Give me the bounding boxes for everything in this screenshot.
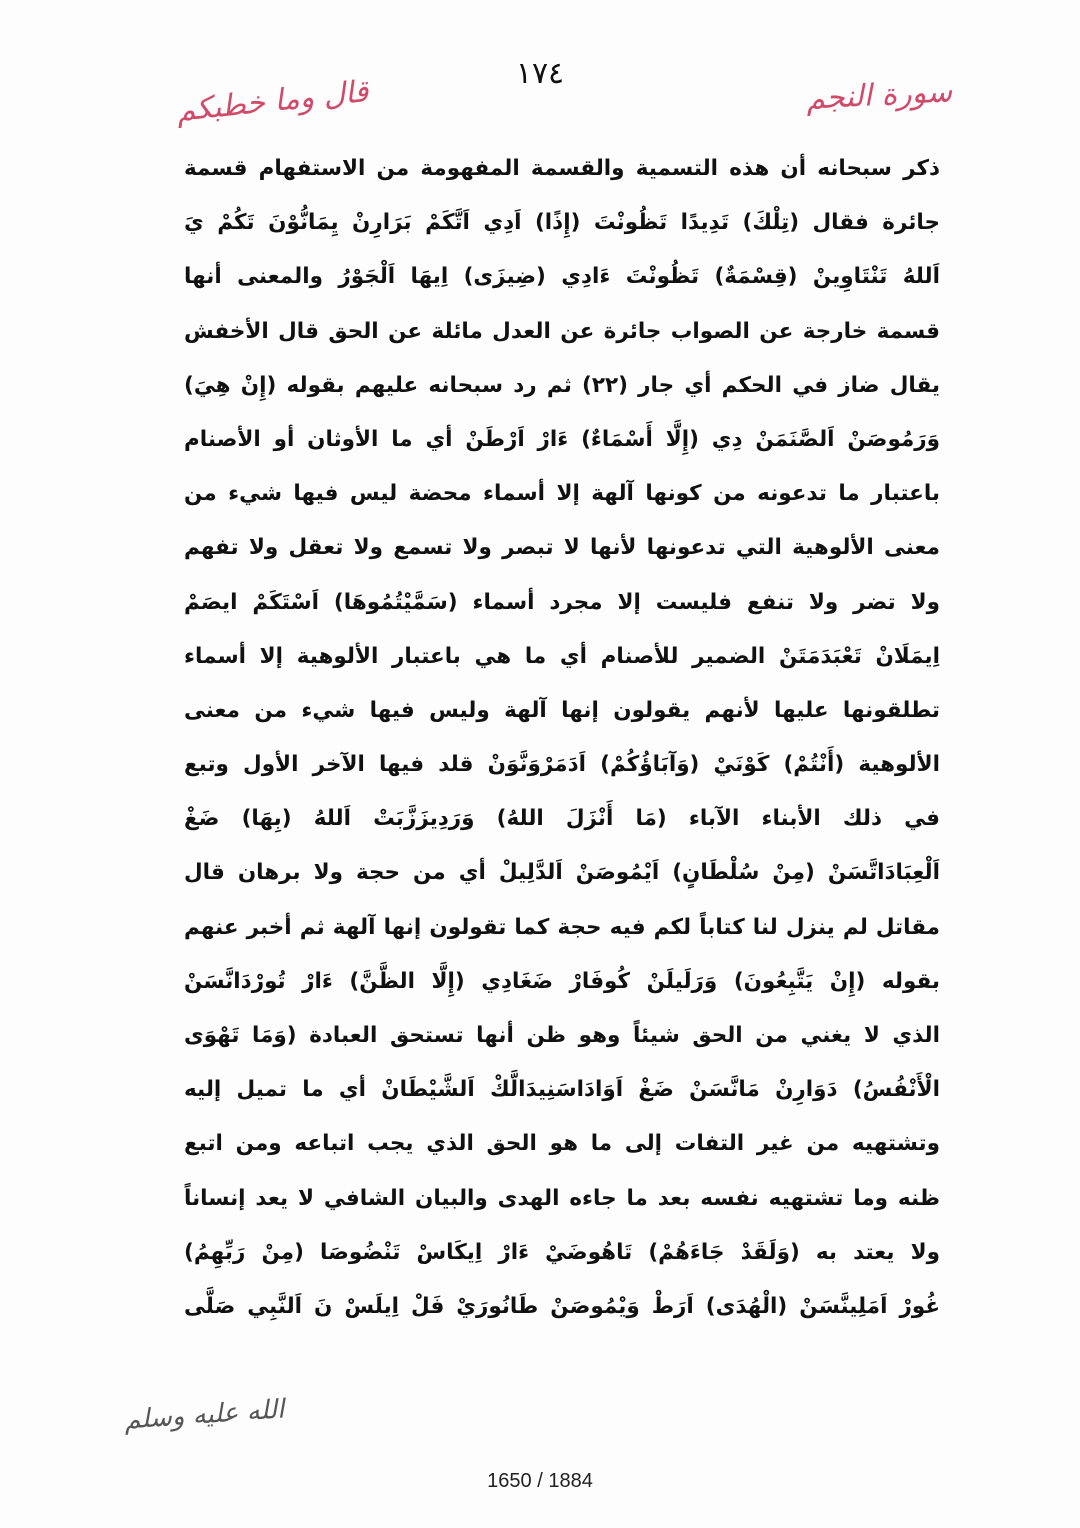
text-line: ولا يعتد به (وَلَقَدْ جَاءَهُمْ) تَاهُوضَيْ ءَارْ اِيكَاسْ تَنْضُوصَا (مِنْ رَبِّهِمُ)	[184, 1239, 940, 1265]
text-line: اِيمَلَانْ تَعْبَدَمَتَنْ الضمير للأصنام أي ما هي باعتبار الألوهية إلا أسماء	[184, 643, 940, 669]
text-line: وَرَمُوصَنْ اَلصَّنَمَنْ دِي (إِلَّا أَسْمَاءٌ) ءَارْ اَرْطَنْ أي ما الأوثان أو الأصنام	[184, 426, 940, 452]
text-line: باعتبار ما تدعونه من كونها آلهة إلا أسماء محضة ليس فيها شيء من	[184, 481, 940, 507]
text-line: ولا تضر ولا تنفع فليست إلا مجرد أسماء (سَمَّيْتُمُوهَا) اَسْتَكَمْ ايصَمْ	[184, 589, 940, 615]
handwritten-verse-note: قال وما خطبكم	[174, 74, 371, 129]
text-line: جائرة فقال (تِلْكَ) تَدِيدًا تَظُونْتَ (إِذًا) اَدِي اَتَّكَمْ بَرَارِنْ يِمَانُّوْنَ تَكُمْ يَ	[184, 210, 940, 236]
text-line: وتشتهيه من غير التفات إلى ما هو الحق الذي يجب اتباعه ومن اتبع	[184, 1131, 940, 1157]
text-line: ظنه وما تشتهيه نفسه بعد ما جاءه الهدى والبيان الشافي لا يعد إنساناً	[184, 1185, 940, 1211]
text-line: اَللهُ تَنْتَاوِينْ (قِسْمَةٌ) تَظُونْتَ ءَادِي (ضِيزَى) اِيهَا اَلْجَوْرُ والمعنى أنها	[184, 264, 940, 290]
text-line: في ذلك الأبناء الآباء (مَا أَنْزَلَ اللهُ) وَرَدِيزَزَّبَتْ اَللهُ (بِهَا) ضَغْ	[184, 806, 940, 832]
text-line: مقاتل لم ينزل لنا كتاباً لكم فيه حجة كما تقولون إنها آلهة ثم أخبر عنهم	[184, 914, 940, 940]
text-line: تطلقونها عليها لأنهم يقولون إنها آلهة وليس فيها شيء من معنى	[184, 697, 940, 723]
text-line: الذي لا يغني من الحق شيئاً وهو ظن أنها تستحق العبادة (وَمَا تَهْوَى	[184, 1023, 940, 1048]
handwritten-surah-note: سورة النجم	[804, 74, 953, 117]
text-line: اَلْعِبَادَاتَّسَنْ (مِنْ سُلْطَانٍ) اَيْمُوصَنْ اَلدَّلِيلْ أي من حجة ولا برهان قال	[184, 860, 940, 886]
body-text	[184, 142, 940, 1334]
text-line: الْأَنْفُسُ) دَوَارِنْ مَانَّسَنْ ضَغْ اَوَادَاسَنِيدَالَّكْ اَلشَّيْطَانْ أي ما تميل إليه	[184, 1077, 940, 1103]
text-line: غُورْ اَمَلِينَّسَنْ (الْهُدَى) اَرَطْ وَيْمُوصَنْ طَانُورَيْ فَلْ اِيلَسْ نَ اَلنَّبِي صَلَّى	[184, 1293, 940, 1319]
text-line: قسمة خارجة عن الصواب جائرة عن العدل مائلة عن الحق قال الأخفش	[184, 318, 940, 344]
handwritten-continuation-note: الله عليه وسلم	[123, 1394, 286, 1436]
page-counter: 1650 / 1884	[487, 1470, 593, 1492]
text-line: معنى الألوهية التي تدعونها لأنها لا تبصر ولا تسمع ولا تعقل ولا تفهم	[184, 535, 940, 561]
text-line: يقال ضاز في الحكم أي جار (٢٢) ثم رد سبحانه عليهم بقوله (إِنْ هِيَ)	[184, 372, 940, 398]
text-line: الألوهية (أَنْتُمْ) كَوْنَيْ (وَآبَاؤُكُمْ) اَدَمَرْوَنَّوَنْ قلد فيها الآخر الأول وتبع	[184, 752, 940, 778]
page-number: ١٧٤	[515, 56, 565, 91]
text-line: بقوله (إِنْ يَتَّبِعُونَ) وَرَلَيلَنْ كُوفَارْ ضَغَادِي (إِلَّا الظَّنَّ) ءَارْ تُورْدَانَّسَنْ	[184, 968, 940, 994]
text-line: ذكر سبحانه أن هذه التسمية والقسمة المفهومة من الاستفهام قسمة	[184, 156, 940, 181]
